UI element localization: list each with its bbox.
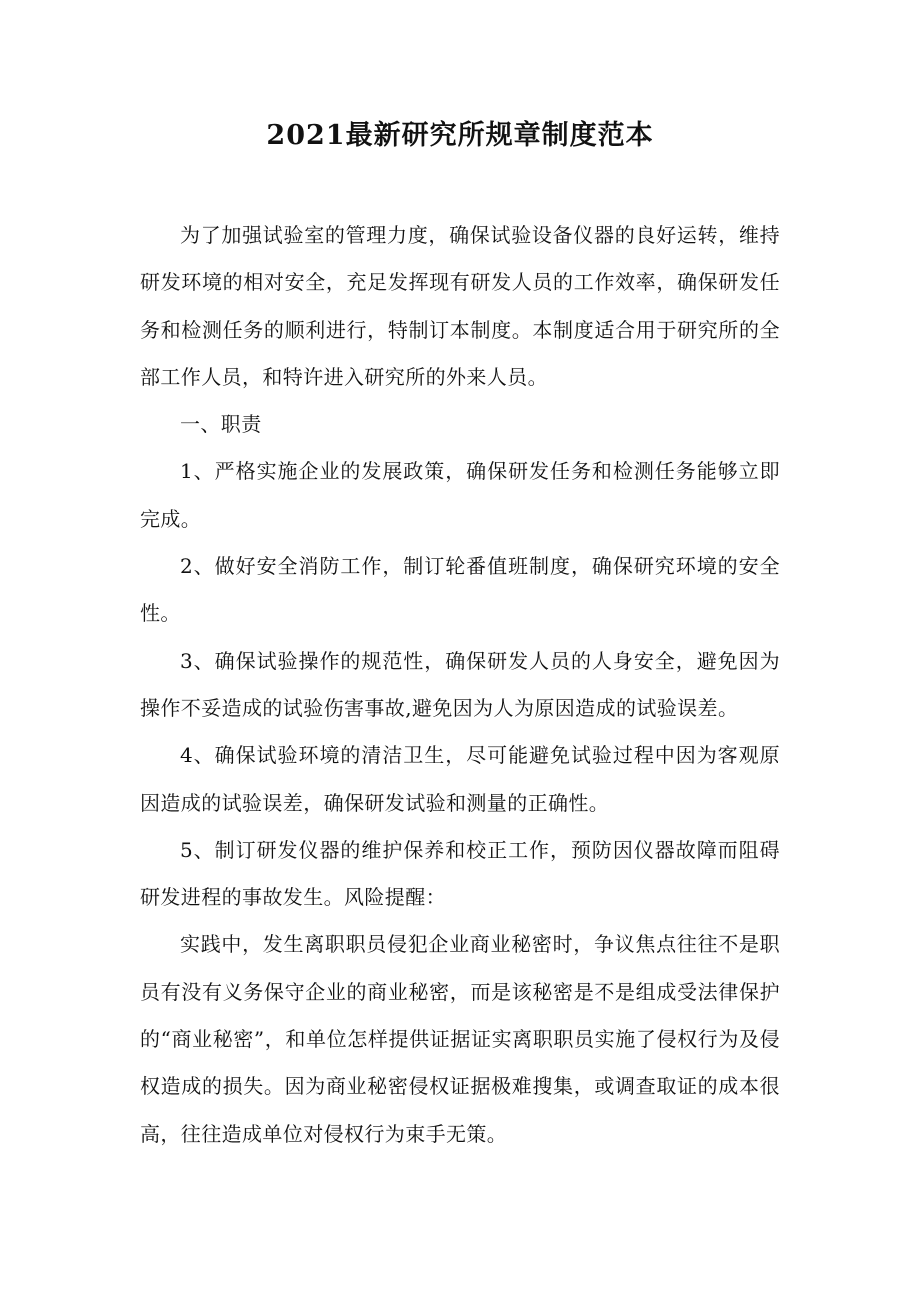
paragraph-duty-1: 1、严格实施企业的发展政策，确保研发任务和检测任务能够立即完成。 xyxy=(140,459,780,531)
paragraph-duty-4: 4、确保试验环境的清洁卫生，尽可能避免试验过程中因为客观原因造成的试验误差，确保研发试验和测量的正确性。 xyxy=(140,743,780,815)
paragraph-intro: 为了加强试验室的管理力度，确保试验设备仪器的良好运转，维持研发环境的相对安全，充足发挥现有研发人员的工作效率，确保研发任务和检测任务的顺利进行，特制订本制度。本制度适合用于研究所的全部工作人员，和特许进入研究所的外来人员。 xyxy=(140,223,780,389)
document-body xyxy=(140,212,780,1158)
paragraph-duty-5: 5、制订研发仪器的维护保养和校正工作，预防因仪器故障而阻碍研发进程的事故发生。风险提醒： xyxy=(140,837,780,910)
paragraph-duty-3: 3、确保试验操作的规范性，确保研发人员的人身安全，避免因为操作不妥造成的试验伤害事故,避免因为人为原因造成的试验误差。 xyxy=(140,648,780,720)
document-title: 2021最新研究所规章制度范本 xyxy=(266,120,654,151)
paragraph-risk-note: 实践中，发生离职职员侵犯企业商业秘密时，争议焦点往往不是职员有没有义务保守企业的商业秘密，而是该秘密是不是组成受法律保护的“商业秘密”，和单位怎样提供证据证实离职职员实施了侵权行为及侵权造成的损失。因为商业秘密侵权证据极难搜集，或调查取证的成本很高，往往造成单位对侵权行为束手无策。 xyxy=(140,932,780,1146)
paragraph-duty-2: 2、做好安全消防工作，制订轮番值班制度，确保研究环境的安全性。 xyxy=(140,554,780,626)
section-heading-duties: 一、职责 xyxy=(180,412,262,437)
